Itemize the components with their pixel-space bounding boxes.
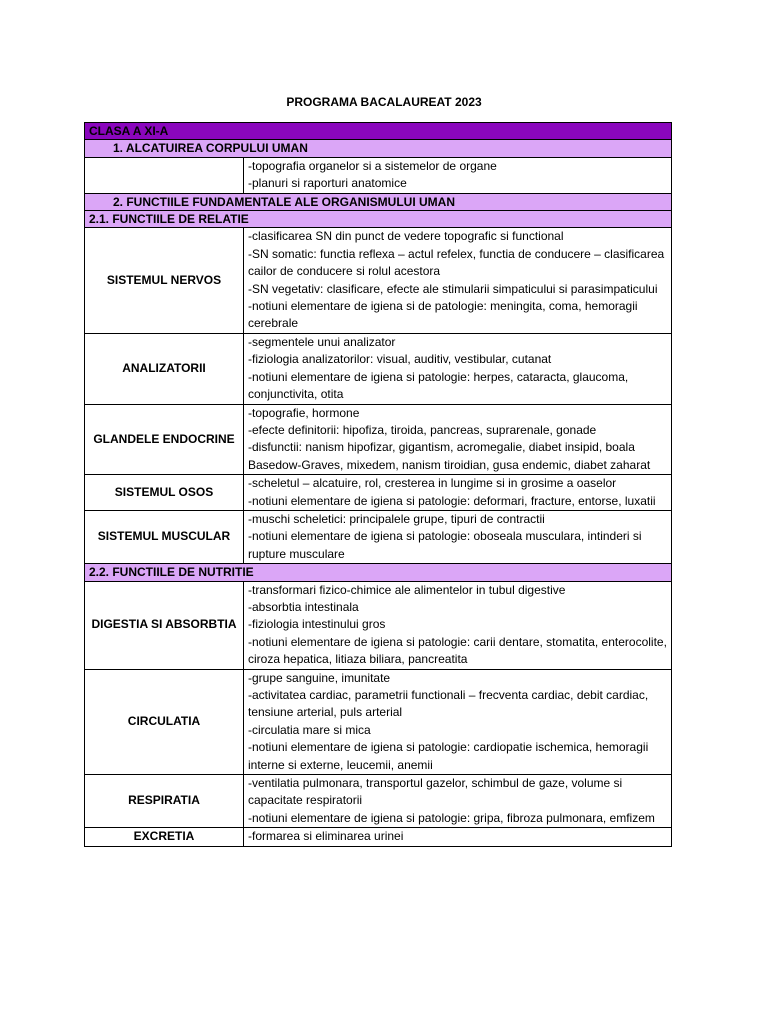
- topic-row: [85, 669, 672, 774]
- page-title: PROGRAMA BACALAUREAT 2023: [286, 95, 482, 109]
- content-item: -absorbtia intestinala: [248, 599, 359, 614]
- content-item: -fiziologia intestinului gros: [248, 617, 386, 632]
- topic-label: SISTEMUL NERVOS: [85, 228, 244, 333]
- topic-row: [85, 775, 672, 828]
- topic-row: [85, 475, 672, 511]
- content-item: -notiuni elementare de igiena si patologie: cardiopatie ischemica, hemoragii interne si externe, leucemii, anemii: [248, 740, 649, 772]
- section21-heading: 2.1. FUNCTIILE DE RELATIE: [85, 211, 672, 228]
- content-item: -notiuni elementare de igiena si patologie: oboseala musculara, intinderi si rupture musculare: [248, 529, 642, 561]
- chapter2-heading: 2. FUNCTIILE FUNDAMENTALE ALE ORGANISMULUI UMAN: [85, 193, 672, 210]
- topic-row: [85, 333, 672, 404]
- topic-items: [244, 669, 672, 774]
- topic-label: GLANDELE ENDOCRINE: [85, 404, 244, 475]
- topic-label: DIGESTIA SI ABSORBTIA: [85, 581, 244, 669]
- topic-items: [244, 475, 672, 511]
- content-item: -planuri si raporturi anatomice: [248, 176, 407, 191]
- content-item: -fiziologia analizatorilor: visual, auditiv, vestibular, cutanat: [248, 352, 552, 367]
- content-item: -transformari fizico-chimice ale alimentelor in tubul digestive: [248, 582, 566, 597]
- topic-row: [85, 228, 672, 333]
- topic-row: [85, 828, 672, 846]
- topic-row: [85, 510, 672, 563]
- content-item: -ventilatia pulmonara, transportul gazelor, schimbul de gaze, volume si capacitate respiratorii: [248, 776, 623, 808]
- content-item: -SN vegetativ: clasificare, efecte ale stimularii simpaticului si parasimpaticului: [248, 281, 658, 296]
- topic-label: EXCRETIA: [85, 828, 244, 846]
- content-item: -scheletul – alcatuire, rol, cresterea in lungime si in grosime a oaselor: [248, 476, 617, 491]
- topic-items: [244, 775, 672, 828]
- content-item: -notiuni elementare de igiena si patologie: carii dentare, stomatita, enterocolite, ciroza hepatica, litiaza biliara, pancreatita: [248, 634, 667, 667]
- topic-label: ANALIZATORII: [85, 333, 244, 404]
- content-item: -topografia organelor si a sistemelor de organe: [248, 158, 497, 173]
- section22-row: [85, 564, 672, 581]
- topic-items: [244, 581, 672, 669]
- content-item: -muschi scheletici: principalele grupe, tipuri de contractii: [248, 511, 545, 526]
- section22-heading: 2.2. FUNCTIILE DE NUTRITIE: [85, 564, 672, 581]
- topic-label: SISTEMUL MUSCULAR: [85, 510, 244, 563]
- topic-items: [244, 510, 672, 563]
- chapter2-row: [85, 193, 672, 210]
- topic-row: [85, 581, 672, 669]
- chapter1-heading: 1. ALCATUIREA CORPULUI UMAN: [85, 140, 672, 157]
- content-item: -disfunctii: nanism hipofizar, gigantism, acromegalie, diabet insipid, boala Basedow-Graves, mixedem, nanism tiroidian, gusa endemic, diabet zaharat: [248, 440, 651, 472]
- content-item: -grupe sanguine, imunitate: [248, 670, 391, 685]
- content-item: -circulatia mare si mica: [248, 722, 371, 737]
- section21-row: [85, 211, 672, 228]
- topic-label: SISTEMUL OSOS: [85, 475, 244, 511]
- topic-items: [244, 404, 672, 475]
- content-item: -notiuni elementare de igiena si patologie: gripa, fibroza pulmonara, emfizem: [248, 810, 655, 825]
- content-item: -efecte definitorii: hipofiza, tiroida, pancreas, suprarenale, gonade: [248, 422, 597, 437]
- class-header-row: [85, 123, 672, 140]
- content-item: -segmentele unui analizator: [248, 334, 396, 349]
- syllabus-body: [85, 123, 672, 847]
- content-item: -activitatea cardiac, parametrii functionali – frecventa cardiac, debit cardiac, tensiune arterial, puls arterial: [248, 688, 649, 720]
- chapter1-label: [85, 157, 244, 193]
- topic-items: [244, 333, 672, 404]
- content-item: -formarea si eliminarea urinei: [248, 829, 404, 844]
- topic-label: RESPIRATIA: [85, 775, 244, 828]
- topic-row: [85, 404, 672, 475]
- content-item: -notiuni elementare de igiena si patologie: herpes, cataracta, glaucoma, conjunctivita, otita: [248, 369, 629, 402]
- content-item: -topografie, hormone: [248, 405, 360, 420]
- chapter1-content-row: [85, 157, 672, 193]
- syllabus-table: [84, 122, 672, 847]
- class-header: CLASA A XI-A: [85, 123, 672, 140]
- topic-items: [244, 228, 672, 333]
- content-item: -clasificarea SN din punct de vedere topografic si functional: [248, 229, 564, 244]
- topic-label: CIRCULATIA: [85, 669, 244, 774]
- content-item: -notiuni elementare de igiena si patologie: deformari, fracture, entorse, luxatii: [248, 493, 656, 508]
- content-item: -SN somatic: functia reflexa – actul refelex, functia de conducere – clasificarea cailor de conducere si rolul acestora: [248, 246, 665, 279]
- chapter1-items: [244, 157, 672, 193]
- chapter1-row: [85, 140, 672, 157]
- topic-items: [244, 828, 672, 846]
- content-item: -notiuni elementare de igiena si de patologie: meningita, coma, hemoragii cerebrale: [248, 299, 638, 331]
